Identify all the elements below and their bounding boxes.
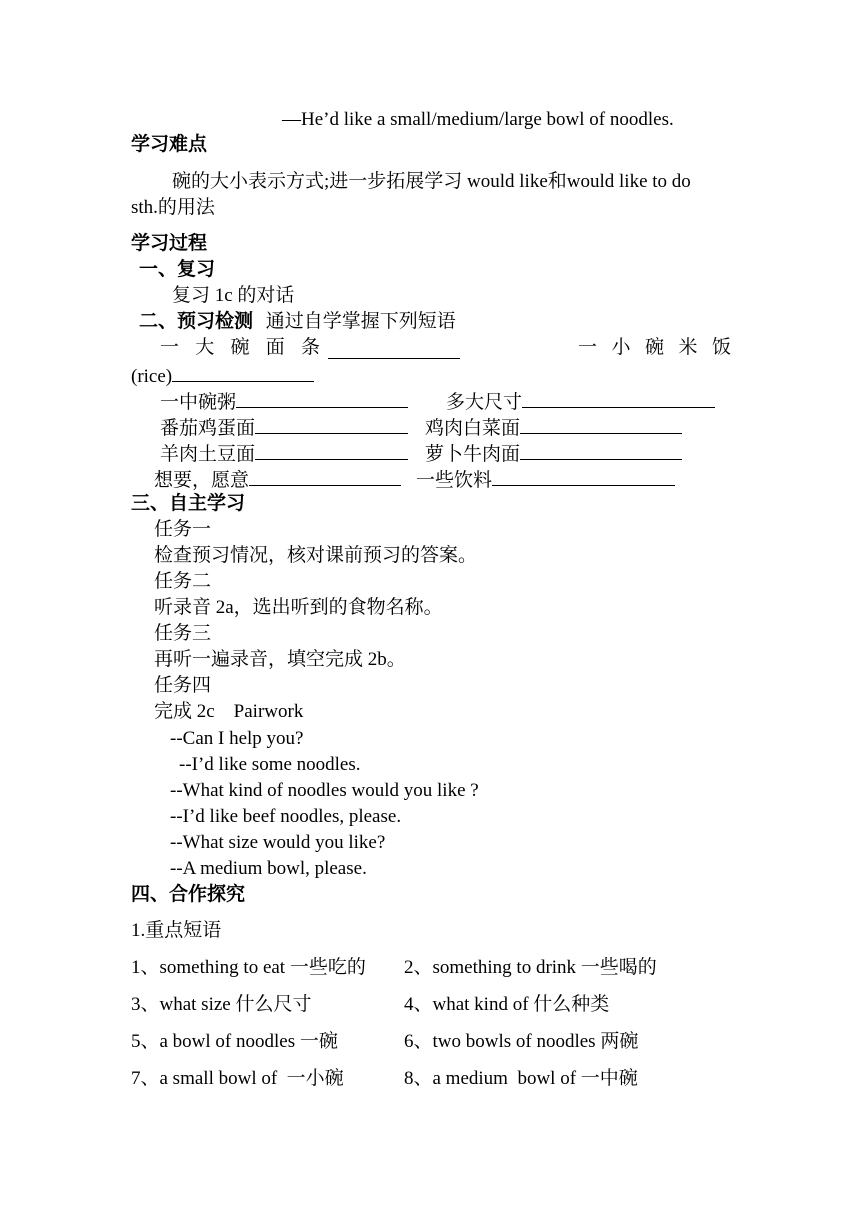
answer-blank[interactable]	[236, 390, 408, 408]
key-phrase: 3、what size 什么尺寸	[131, 994, 312, 1015]
phrase-label: 番茄鸡蛋面	[160, 418, 256, 439]
key-phrase: 5、a bowl of noodles 一碗	[131, 1031, 338, 1052]
key-phrase: 1、something to eat 一些吃的	[131, 957, 366, 978]
answer-blank[interactable]	[249, 468, 401, 486]
dialogue-line: --I’d like beef noodles, please.	[170, 806, 402, 827]
key-phrase: 8、a medium bowl of 一中碗	[404, 1068, 638, 1089]
key-phrase: 2、something to drink 一些喝的	[404, 957, 657, 978]
process-heading: 学习过程	[131, 233, 208, 254]
task-title: 任务二	[154, 571, 212, 592]
phrase-rice-cont: (rice)	[131, 364, 314, 386]
phrase-big-bowl-noodles: 一 大 碗 面 条	[160, 337, 320, 358]
phrase-row	[416, 468, 675, 490]
phrase-row	[446, 390, 715, 412]
task-title: 任务一	[154, 519, 212, 540]
preview-heading: 二、预习检测	[139, 311, 254, 332]
self-study-heading: 三、自主学习	[131, 493, 246, 514]
key-phrase: 7、a small bowl of 一小碗	[131, 1068, 344, 1089]
phrase-label: 一些饮料	[416, 470, 493, 491]
difficulty-text-line2: sth.的用法	[131, 197, 215, 218]
task-title: 任务四	[154, 675, 212, 696]
phrase-small-bowl-rice: 一 小 碗 米 饭	[578, 337, 731, 358]
difficulty-heading: 学习难点	[131, 134, 208, 155]
phrase-label: 萝卜牛肉面	[425, 444, 521, 465]
phrase-row	[160, 416, 408, 438]
dialogue-line: --A medium bowl, please.	[170, 858, 367, 879]
dialogue-line: --I’d like some noodles.	[179, 754, 361, 775]
answer-blank[interactable]	[522, 390, 715, 408]
dialogue-line: --What kind of noodles would you like ?	[170, 780, 479, 801]
task-text: 检查预习情况，核对课前预习的答案。	[154, 545, 478, 566]
task-text: 完成 2c Pairwork	[154, 701, 304, 722]
phrase-row	[154, 468, 401, 490]
phrase-label: 鸡肉白菜面	[425, 418, 521, 439]
dialogue-line: --What size would you like?	[170, 832, 386, 853]
key-phrases-subheading: 1.重点短语	[131, 920, 222, 941]
answer-blank[interactable]	[255, 416, 408, 434]
answer-blank[interactable]	[492, 468, 675, 486]
task-title: 任务三	[154, 623, 212, 644]
answer-blank[interactable]	[172, 364, 314, 382]
key-phrase: 4、what kind of 什么种类	[404, 994, 610, 1015]
preview-instruction: 通过自学掌握下列短语	[265, 311, 456, 332]
phrase-row	[160, 442, 408, 464]
task-text: 再听一遍录音，填空完成 2b。	[154, 649, 406, 670]
difficulty-text-line1: 碗的大小表示方式;进一步拓展学习 would like和would like to do	[172, 171, 691, 192]
phrase-label: 多大尺寸	[446, 392, 523, 413]
answer-blank[interactable]	[255, 442, 408, 460]
dialogue-line: --Can I help you?	[170, 728, 304, 749]
phrase-row	[425, 416, 682, 438]
task-text: 听录音 2a，选出听到的食物名称。	[154, 597, 443, 618]
answer-blank[interactable]	[520, 416, 682, 434]
answer-blank[interactable]	[328, 341, 460, 359]
phrase-label: 羊肉土豆面	[160, 444, 256, 465]
review-heading: 一、复习	[139, 259, 216, 280]
phrase-row	[425, 442, 682, 464]
phrase-row	[160, 390, 408, 412]
key-phrase: 6、two bowls of noodles 两碗	[404, 1031, 639, 1052]
cooperation-heading: 四、合作探究	[131, 884, 246, 905]
answer-blank[interactable]	[520, 442, 682, 460]
phrase-label: 想要，愿意	[154, 470, 250, 491]
review-text: 复习 1c 的对话	[172, 285, 295, 306]
intro-dialogue-line: —He’d like a small/medium/large bowl of noodles.	[282, 109, 674, 130]
phrase-label: 一中碗粥	[160, 392, 237, 413]
preview-heading-line	[139, 312, 456, 331]
